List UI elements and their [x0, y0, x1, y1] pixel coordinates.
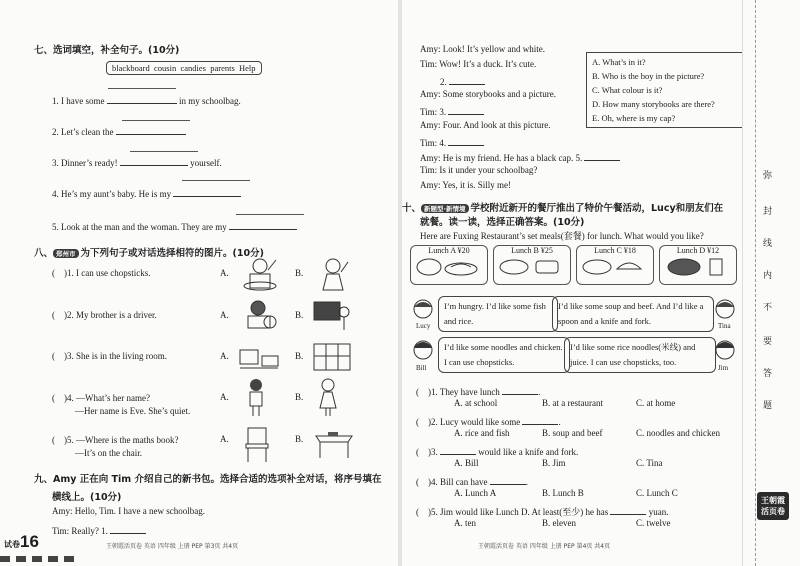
sec10-title-b: 就餐。读一读，选择正确答案。(10分)	[420, 217, 585, 228]
sec8-item-3	[52, 351, 167, 361]
answer-blank[interactable]	[449, 74, 485, 85]
new-type-tag: 新题型·新情境	[421, 204, 468, 213]
dialogue-line: Amy: Look! It’s yellow and white.	[420, 44, 545, 54]
sec10-q1: ( )1. They have lunch .	[416, 384, 540, 397]
label-a: A.	[220, 310, 229, 320]
jim-speech: I’d like some rice noodles(米线) and juice. I can use chopsticks, too.	[564, 337, 716, 373]
menu-lunch-a[interactable]	[410, 245, 488, 285]
dialogue-line: Amy: Yes, it is. Silly me!	[420, 180, 512, 190]
q5-text: 5. Look at the man and the woman. They are my	[52, 222, 227, 232]
paren: (	[52, 435, 55, 445]
label-a: A.	[220, 392, 229, 402]
sec8-item-2	[52, 310, 157, 320]
answer-blank[interactable]	[440, 444, 476, 455]
item-text: )5. —Where is the maths book?	[64, 435, 179, 445]
word: candies	[180, 63, 206, 73]
dialogue-line: Amy: Hello, Tim. I have a new schoolbag.	[52, 506, 205, 516]
sec8-title	[34, 245, 264, 259]
girl-spoon-picture[interactable]	[315, 256, 351, 292]
opt-a[interactable]: A. Bill	[454, 458, 479, 468]
dialogue-text: Amy: He is my friend. He has a black cap. 5.	[420, 153, 583, 163]
answer-blank[interactable]	[110, 523, 146, 534]
q1-text-b: in my schoolbag.	[178, 96, 241, 106]
q-text-2: would like a knife and fork.	[478, 447, 579, 457]
menu-lunch-d[interactable]	[659, 245, 737, 285]
dialogue-line	[440, 74, 485, 87]
options-box	[586, 52, 748, 128]
q-text: )4. Bill can have	[428, 477, 488, 487]
bill-speech: I’d like some noodles and chicken. I can use chopsticks.	[438, 337, 570, 373]
opt-c[interactable]: C. at home	[636, 398, 676, 408]
page-badge	[4, 532, 39, 552]
margin-char: 答	[763, 369, 773, 379]
binding-margin	[742, 0, 800, 566]
q3-text-a: 3. Dinner’s ready!	[52, 158, 118, 168]
q-text: )3.	[428, 447, 438, 457]
menu-label: Lunch D ¥12	[676, 246, 720, 255]
kitchen-picture[interactable]	[312, 340, 352, 374]
margin-char: 题	[763, 401, 773, 411]
bill-name: Bill	[416, 364, 427, 372]
opt-c[interactable]: C. noodles and chicken	[636, 428, 720, 438]
dialogue-line	[52, 523, 146, 536]
menu-label: Lunch C ¥18	[594, 246, 636, 255]
opt-a[interactable]: A. ten	[454, 518, 476, 528]
word: Help	[239, 63, 256, 73]
rice-noodles-juice-icon	[660, 255, 734, 279]
option: D. How many storybooks are there?	[592, 99, 715, 109]
sec8-item-5	[52, 434, 178, 460]
writing-lines	[108, 80, 176, 89]
q-text: )5. Jim would like Lunch D. At least(至少) he has	[428, 507, 609, 517]
paren: (	[52, 268, 55, 278]
label-a: A.	[220, 351, 229, 361]
option: E. Oh, where is my cap?	[592, 113, 676, 123]
writing-lines	[182, 172, 250, 181]
option: C. What colour is it?	[592, 85, 663, 95]
answer-blank[interactable]	[502, 384, 538, 395]
brand-line-2: 活页卷	[761, 507, 785, 516]
dialogue-line: Tim: Wow! It’s a duck. It’s cute.	[420, 59, 537, 69]
q1-text-a: 1. I have some	[52, 96, 105, 106]
tina-avatar	[714, 297, 736, 321]
sec10-intro: Here are Fuxing Restaurant’s set meals(套餐) for lunch. What would you like?	[420, 231, 704, 241]
margin-char: 线	[763, 239, 773, 249]
word: blackboard	[112, 63, 150, 73]
region-tag: 郑州市	[53, 249, 79, 258]
answer-blank[interactable]	[610, 504, 646, 515]
q-text-2: yuan.	[648, 507, 669, 517]
label-b: B.	[295, 392, 304, 402]
sec8-item-1	[52, 268, 150, 278]
writing-lines	[236, 206, 304, 215]
opt-b[interactable]: B. Lunch B	[542, 488, 584, 498]
item-text: )1. I can use chopsticks.	[64, 268, 151, 278]
sec7-title: 七、选词填空，补全句子。(10分)	[34, 45, 180, 56]
option: B. Who is the boy in the picture?	[592, 71, 705, 81]
dialogue-text: Tim: 4.	[420, 138, 447, 148]
label-b: B.	[295, 351, 304, 361]
dialogue-text: 2.	[440, 77, 447, 87]
deco-bar	[0, 556, 80, 562]
opt-b[interactable]: B. Jim	[542, 458, 566, 468]
label-b: B.	[295, 434, 304, 444]
q2-text: 2. Let’s clean the	[52, 127, 114, 137]
label-b: B.	[295, 268, 304, 278]
opt-b[interactable]: B. soup and beef	[542, 428, 603, 438]
opt-c[interactable]: C. Tina	[636, 458, 663, 468]
menu-lunch-b[interactable]	[493, 245, 571, 285]
lucy-avatar	[412, 297, 434, 321]
q-text: )1. They have lunch	[428, 387, 500, 397]
answer-blank[interactable]	[448, 104, 484, 115]
sec10-q4: ( )4. Bill can have .	[416, 474, 528, 487]
opt-c[interactable]: C. Lunch C	[636, 488, 678, 498]
living-room-picture[interactable]	[238, 342, 280, 372]
sec7-q2	[52, 124, 186, 137]
bill-avatar	[412, 338, 434, 362]
right-page	[402, 0, 742, 566]
cut-line	[755, 0, 756, 566]
badge-number: 16	[20, 532, 39, 551]
dialogue-line	[420, 104, 484, 117]
margin-char: 要	[763, 337, 773, 347]
answer-blank[interactable]	[116, 124, 186, 135]
paren: (	[52, 310, 55, 320]
sec8-item-4	[52, 392, 190, 418]
dialogue-line: Tim: Is it under your schoolbag?	[420, 165, 538, 175]
answer-blank[interactable]	[448, 135, 484, 146]
item-text-2: —Her name is Eve. She’s quiet.	[75, 406, 191, 416]
boy-picture[interactable]	[244, 378, 268, 418]
menu-label: Lunch A ¥20	[428, 246, 470, 255]
answer-blank[interactable]	[173, 186, 241, 197]
lucy-speech: I’m hungry. I’d like some fish and rice.	[438, 296, 558, 332]
dialogue-text: Tim: 3.	[420, 107, 447, 117]
lucy-name: Lucy	[416, 322, 431, 330]
sec8-num: 八、	[34, 248, 54, 259]
answer-blank[interactable]	[107, 93, 177, 104]
opt-b[interactable]: B. at a restaurant	[542, 398, 603, 408]
sec7-q3	[52, 155, 222, 168]
sec10-title-text: 学校附近新开的餐厅推出了特价午餐活动，Lucy和朋友们在	[470, 203, 724, 214]
word: parents	[210, 63, 235, 73]
item-text-2: —It’s on the chair.	[75, 448, 142, 458]
opt-a[interactable]: A. rice and fish	[454, 428, 510, 438]
tina-name: Tina	[718, 322, 731, 330]
jim-name: Jim	[718, 364, 729, 372]
brand-logo	[757, 492, 789, 520]
margin-char: 封	[763, 207, 773, 217]
answer-blank[interactable]	[584, 150, 620, 161]
footer-right: 王朝霞活页卷 英语 四年级 上册 PEP 第4页 共4页	[478, 543, 611, 550]
word: cousin	[154, 63, 177, 73]
item-text: )3. She is in the living room.	[64, 351, 167, 361]
margin-char: 不	[763, 303, 773, 313]
driver-picture[interactable]	[240, 298, 280, 334]
chair-picture[interactable]	[240, 424, 276, 464]
word-box	[106, 61, 262, 75]
sec7-q1	[52, 93, 241, 106]
sec9-title-b: 横线上。(10分)	[52, 492, 122, 503]
sec10-title-a	[402, 200, 723, 214]
menu-label: Lunch B ¥25	[511, 246, 553, 255]
sec10-q3: ( )3. would like a knife and fork.	[416, 444, 578, 457]
q-text: )2. Lucy would like some	[428, 417, 521, 427]
sec7-q4	[52, 186, 241, 199]
girl-chopsticks-picture[interactable]	[240, 256, 280, 292]
girl-picture[interactable]	[316, 378, 340, 418]
margin-char: 内	[763, 271, 773, 281]
label-a: A.	[220, 268, 229, 278]
sec10-q5: ( )5. Jim would like Lunch D. At least(至少) he has yuan.	[416, 504, 668, 518]
sec8-title-rest: 为下列句子或对话选择相符的图片。(10分)	[80, 248, 264, 259]
writing-lines	[130, 143, 198, 152]
brand-line-1: 王朝霞	[761, 496, 785, 505]
option: A. What’s in it?	[592, 57, 646, 67]
sec10-q2: ( )2. Lucy would like some .	[416, 414, 561, 427]
noodles-chicken-icon	[577, 255, 651, 279]
left-page	[0, 0, 398, 566]
answer-blank[interactable]	[120, 155, 188, 166]
answer-blank[interactable]	[522, 414, 558, 425]
teacher-picture[interactable]	[312, 298, 352, 334]
dialogue-line	[420, 150, 620, 163]
tina-speech: I’d like some soup and beef. And I’d like a spoon and a knife and fork.	[552, 296, 714, 332]
label-a: A.	[220, 434, 229, 444]
badge-label: 试卷	[4, 540, 20, 549]
q4-text: 4. He’s my aunt’s baby. He is my	[52, 189, 172, 199]
footer-left: 王朝霞活页卷 英语 四年级 上册 PEP 第3页 共4页	[106, 543, 239, 550]
desk-picture[interactable]	[312, 428, 356, 460]
q3-text-b: yourself.	[190, 158, 222, 168]
dialogue-text: Tim: Really? 1.	[52, 526, 108, 536]
sec9-title-a: 九、Amy 正在向 Tim 介绍自己的新书包。选择合适的选项补全对话，将序号填在	[34, 474, 382, 485]
opt-b[interactable]: B. eleven	[542, 518, 576, 528]
opt-a[interactable]: A. Lunch A	[454, 488, 497, 498]
menu-lunch-c[interactable]	[576, 245, 654, 285]
paren: (	[52, 393, 55, 403]
soup-beef-icon	[494, 255, 568, 279]
opt-c[interactable]: C. twelve	[636, 518, 671, 528]
jim-avatar	[714, 338, 736, 362]
item-text: )4. —What’s her name?	[64, 393, 150, 403]
dialogue-line	[420, 135, 484, 148]
item-text: )2. My brother is a driver.	[64, 310, 157, 320]
sec10-num: 十、	[402, 203, 422, 214]
opt-a[interactable]: A. at school	[454, 398, 498, 408]
margin-char: 弥	[763, 171, 773, 181]
paren: (	[52, 351, 55, 361]
fish-rice-icon	[411, 255, 485, 279]
answer-blank[interactable]	[490, 474, 526, 485]
writing-lines	[122, 112, 190, 121]
dialogue-line: Amy: Some storybooks and a picture.	[420, 89, 556, 99]
sec7-q5	[52, 219, 297, 232]
dialogue-line: Amy: Four. And look at this picture.	[420, 120, 551, 130]
label-b: B.	[295, 310, 304, 320]
answer-blank[interactable]	[229, 219, 297, 230]
